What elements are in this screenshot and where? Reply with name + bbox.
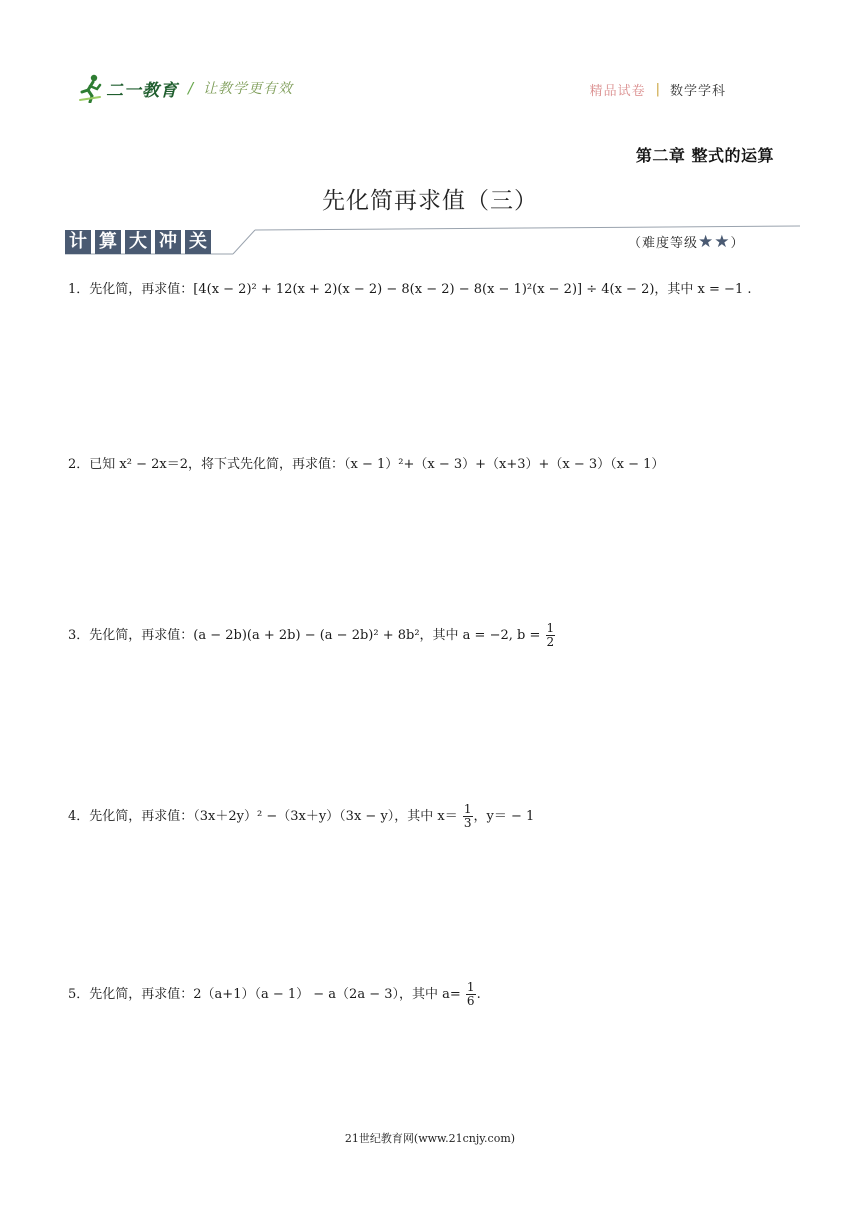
- brand-logo: [78, 70, 293, 106]
- question-tail: ，y＝ − 1: [473, 809, 535, 824]
- logo-text: 二一教育: [106, 80, 178, 101]
- section-char: 关: [185, 230, 211, 254]
- section-banner: [65, 230, 215, 254]
- question-number: 2．: [68, 457, 90, 472]
- fraction-numerator: 1: [466, 980, 475, 994]
- fraction-denominator: 6: [466, 994, 475, 1008]
- question-number: 4．: [68, 809, 90, 824]
- fraction-denominator: 3: [463, 816, 472, 830]
- question-text: 先化简，再求值：2（a+1）（a − 1） − a（2a − 3），其中 a=: [89, 987, 461, 1002]
- header-tags: [590, 80, 726, 99]
- difficulty-suffix: ）: [730, 236, 745, 251]
- question-number: 1．: [68, 282, 90, 297]
- difficulty-rating: [628, 232, 745, 252]
- question-3: [68, 622, 556, 649]
- chapter-heading: 第二章 整式的运算: [635, 146, 774, 165]
- question-text: 先化简，再求值：(a − 2b)(a + 2b) − (a − 2b)² + 8b²，其中 a = −2, b =: [89, 628, 541, 643]
- question-text: 已知 x² − 2x＝2，将下式先化简，再求值：（x − 1）²+（x − 3）+（x+3）+（x − 3）（x − 1）: [89, 457, 665, 472]
- logo-slogan: 让教学更有效: [203, 81, 294, 97]
- question-1: [68, 278, 751, 297]
- question-text: 先化简，再求值：（3x＋2y）² −（3x＋y）（3x − y），其中 x＝: [89, 809, 458, 824]
- fraction: [466, 981, 476, 1008]
- tag-divider: |: [655, 82, 660, 97]
- star-icon: ★★: [698, 232, 731, 252]
- tag-premium-paper: 精品试卷: [589, 84, 646, 99]
- question-4: [68, 803, 534, 830]
- question-tail: .: [476, 987, 481, 1002]
- fraction-denominator: 2: [546, 635, 555, 649]
- fraction: [546, 622, 556, 649]
- question-5: [68, 981, 481, 1008]
- fraction: [463, 803, 473, 830]
- page-title: 先化简再求值（三）: [322, 188, 538, 214]
- section-char: 计: [65, 230, 91, 254]
- fraction-numerator: 1: [546, 621, 555, 635]
- question-number: 5．: [68, 987, 90, 1002]
- page-footer: 21世纪教育网(www.21cnjy.com): [344, 1132, 516, 1145]
- logo-separator: /: [188, 79, 194, 97]
- tag-subject: 数学学科: [669, 84, 726, 99]
- fraction-numerator: 1: [463, 802, 472, 816]
- question-number: 3．: [68, 628, 90, 643]
- section-char: 大: [125, 230, 151, 254]
- question-text: 先化简，再求值：[4(x − 2)² + 12(x + 2)(x − 2) − 8(x − 2) − 8(x − 1)²(x − 2)] ÷ 4(x − 2)，其中 x = −1 .: [89, 282, 752, 297]
- question-2: [68, 453, 664, 472]
- runner-logo-icon: [78, 73, 104, 103]
- section-char: 冲: [155, 230, 181, 254]
- section-char: 算: [95, 230, 121, 254]
- difficulty-prefix: （难度等级: [628, 236, 699, 251]
